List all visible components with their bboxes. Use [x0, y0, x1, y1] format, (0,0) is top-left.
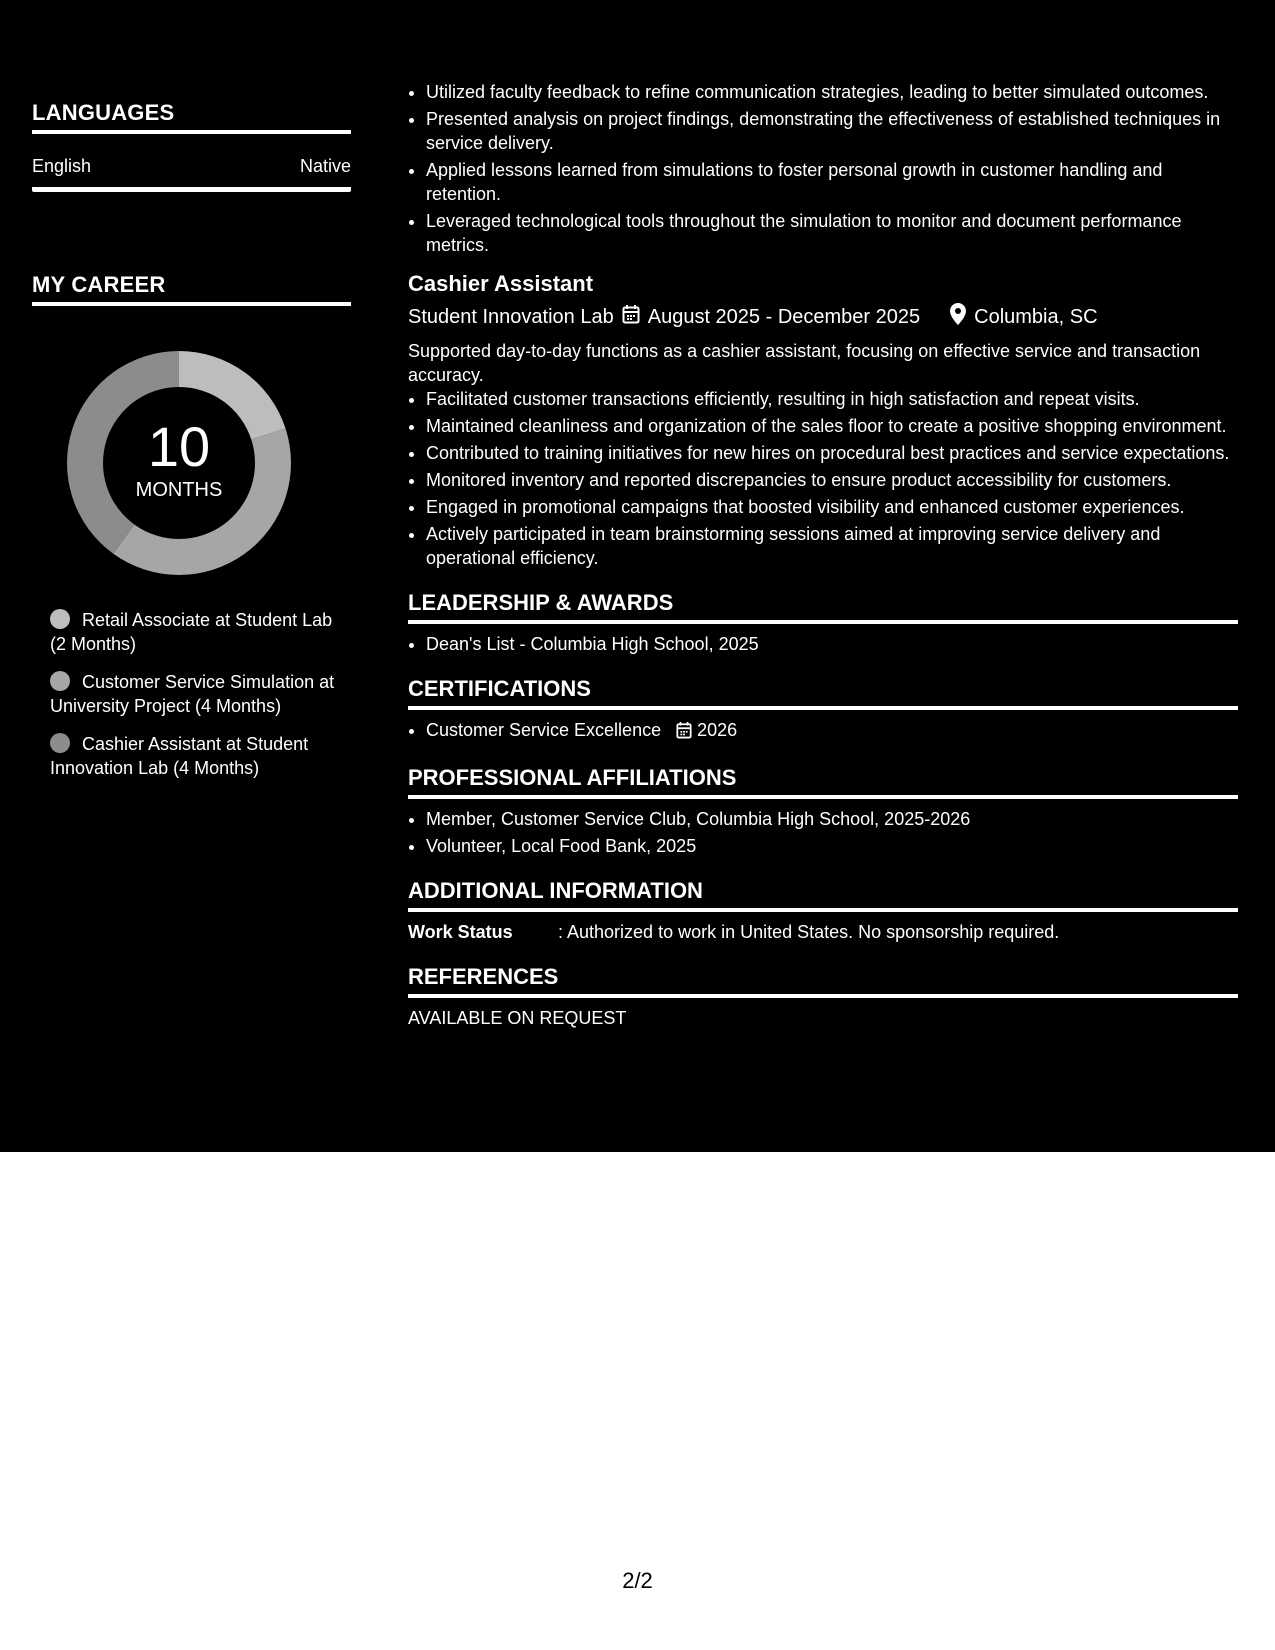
- career-legend: [50, 608, 340, 794]
- work-status-value: : Authorized to work in United States. No sponsorship required.: [558, 922, 1060, 942]
- language-row: [32, 156, 351, 192]
- career-donut-chart: [66, 350, 292, 576]
- certifications-section: [408, 718, 1238, 745]
- job-dates: August 2025 - December 2025: [647, 305, 921, 328]
- languages-section: [32, 100, 351, 192]
- affiliations-section: [408, 807, 1238, 858]
- calendar-icon: [622, 304, 640, 330]
- affiliations-list: [408, 807, 1238, 858]
- job-location: Columbia, SC: [974, 305, 1098, 328]
- legend-item: [50, 608, 340, 656]
- references-text: AVAILABLE ON REQUEST: [408, 1008, 627, 1028]
- legend-item: [50, 670, 340, 718]
- language-level: Native: [299, 156, 351, 176]
- legend-dot: [50, 609, 70, 629]
- additional-info-heading: ADDITIONAL INFORMATION: [408, 878, 1238, 912]
- bullet-item: • Applied lessons learned from simulations to foster personal growth in customer handling and retention.: [426, 158, 1238, 206]
- legend-dot: [50, 671, 70, 691]
- bullet-item: • Member, Customer Service Club, Columbia High School, 2025-2026: [426, 807, 1238, 831]
- bullet-item: • Actively participated in team brainstorming sessions aimed at improving service delivery and operational efficiency.: [426, 522, 1238, 570]
- job-meta: [408, 303, 1238, 331]
- bullet-item: • Monitored inventory and reported discrepancies to ensure product accessibility for customers.: [426, 468, 1238, 492]
- previous-job-bullets: [408, 80, 1238, 257]
- bullet-item: • Utilized faculty feedback to refine communication strategies, leading to better simulated outcomes.: [426, 80, 1238, 104]
- career-total: [66, 350, 292, 576]
- calendar-icon: [676, 721, 692, 745]
- affiliations-heading: PROFESSIONAL AFFILIATIONS: [408, 765, 1238, 799]
- job-bullets: [408, 387, 1238, 570]
- job-description: Supported day-to-day functions as a cashier assistant, focusing on effective service and transaction accuracy.: [408, 341, 1201, 385]
- legend-label: Retail Associate at Student Lab (2 Months): [50, 610, 333, 654]
- work-status-row: [408, 920, 1238, 944]
- page-number: 2/2: [622, 1568, 653, 1593]
- legend-label: Customer Service Simulation at University Project (4 Months): [50, 672, 335, 716]
- main-content: [380, 0, 1275, 1152]
- bullet-item: • Facilitated customer transactions efficiently, resulting in high satisfaction and repeat visits.: [426, 387, 1238, 411]
- sidebar: [0, 0, 380, 1152]
- languages-heading: LANGUAGES: [32, 100, 351, 134]
- certifications-list: [408, 718, 1238, 745]
- bullet-item: • Dean's List - Columbia High School, 2025: [426, 632, 1238, 656]
- bullet-item: • Contributed to training initiatives for new hires on procedural best practices and service expectations.: [426, 441, 1238, 465]
- leadership-section: [408, 632, 1238, 656]
- bullet-item: • Volunteer, Local Food Bank, 2025: [426, 834, 1238, 858]
- legend-label: Cashier Assistant at Student Innovation Lab (4 Months): [50, 734, 309, 778]
- certification-year: 2026: [697, 720, 738, 740]
- certifications-heading: CERTIFICATIONS: [408, 676, 1238, 710]
- career-total-unit: MONTHS: [135, 478, 223, 501]
- bullet-item: • Engaged in promotional campaigns that boosted visibility and enhanced customer experiences.: [426, 495, 1238, 519]
- main-column: [408, 80, 1238, 1030]
- bullet-item: • Presented analysis on project findings, demonstrating the effectiveness of established techniques in service delivery.: [426, 107, 1238, 155]
- legend-dot: [50, 733, 70, 753]
- references-heading: REFERENCES: [408, 964, 1238, 998]
- leadership-heading: LEADERSHIP & AWARDS: [408, 590, 1238, 624]
- legend-item: [50, 732, 340, 780]
- job-company: Student Innovation Lab: [408, 305, 614, 328]
- leadership-list: [408, 632, 1238, 656]
- job-title: Cashier Assistant: [408, 271, 594, 296]
- additional-info-section: [408, 920, 1238, 944]
- language-name: English: [32, 156, 92, 176]
- work-status-label: Work Status: [408, 922, 513, 942]
- certification-item: [426, 718, 1238, 745]
- career-section: [32, 272, 351, 306]
- bullet-item: • Maintained cleanliness and organization of the sales floor to create a positive shopping environment.: [426, 414, 1238, 438]
- bullet-item: • Leveraged technological tools throughout the simulation to monitor and document performance metrics.: [426, 209, 1238, 257]
- career-heading: MY CAREER: [32, 272, 351, 306]
- career-total-number: 10: [147, 414, 211, 478]
- location-pin-icon: [950, 303, 966, 331]
- certification-name: Customer Service Excellence: [426, 720, 662, 740]
